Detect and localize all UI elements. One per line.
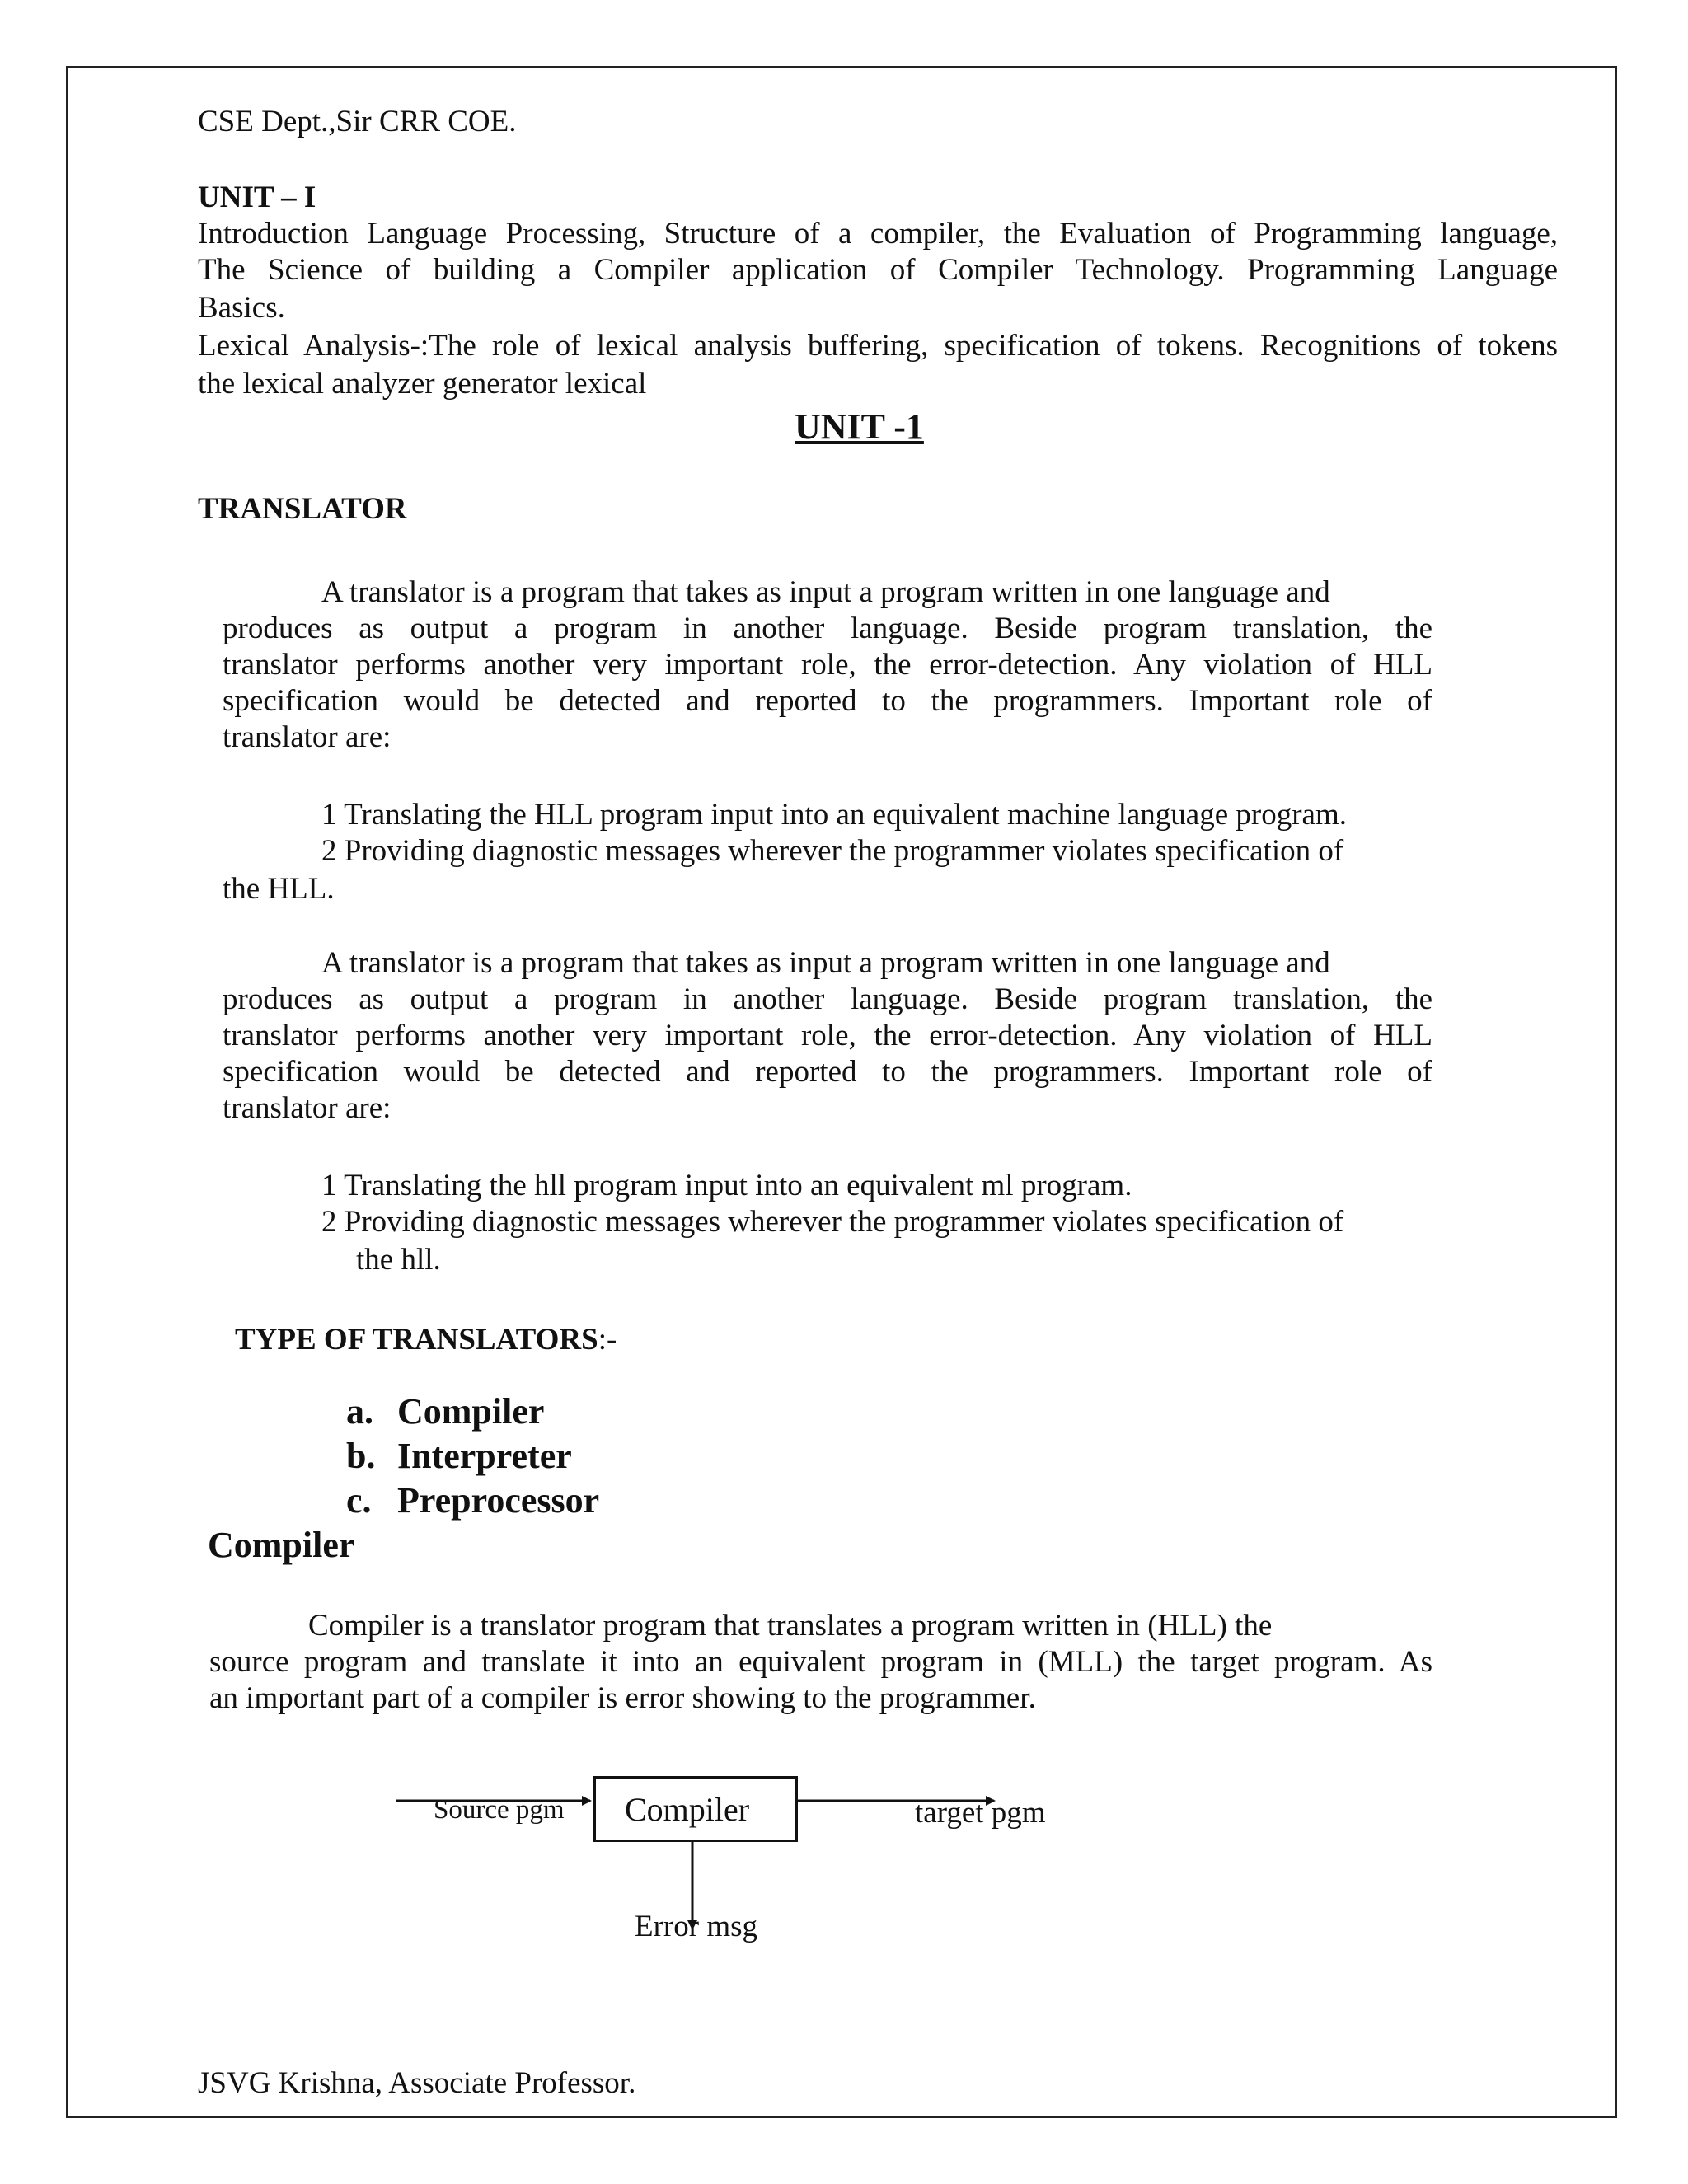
compiler-heading: Compiler [208,1525,355,1565]
list-item: the HLL. [223,872,335,906]
compiler-box-label: Compiler [625,1791,750,1828]
type-marker: a. [346,1391,373,1432]
paragraph-line: translator performs another very important role, the error-detection. Any violation of HLL [223,1019,1432,1052]
error-label: Error msg [635,1910,757,1943]
syllabus-line: Lexical Analysis-:The role of lexical analysis buffering, specification of tokens. Recognitions of tokens [198,329,1558,363]
list-item: the hll. [356,1243,441,1277]
unit-title: UNIT -1 [795,406,924,447]
paragraph-line: specification would be detected and reported to the programmers. Important role of [223,684,1432,718]
types-heading-text: TYPE OF TRANSLATORS [235,1323,598,1357]
list-item: 1 Translating the HLL program input into an equivalent machine language program. [321,798,1347,832]
list-item: 2 Providing diagnostic messages wherever the programmer violates specification of [321,1205,1344,1239]
paragraph-line: source program and translate it into an equivalent program in (MLL) the target program. As [209,1645,1432,1679]
paragraph-line: A translator is a program that takes as input a program written in one language and [321,575,1330,609]
target-label: target pgm [915,1796,1046,1830]
syllabus-line: The Science of building a Compiler application of Compiler Technology. Programming Language [198,253,1558,287]
paragraph-line: produces as output a program in another language. Beside program translation, the [223,612,1432,645]
list-item: 2 Providing diagnostic messages wherever the programmer violates specification of [321,834,1344,868]
footer-author: JSVG Krishna, Associate Professor. [198,2066,636,2100]
type-label: Preprocessor [397,1480,600,1521]
paragraph-line: produces as output a program in another language. Beside program translation, the [223,982,1432,1016]
header-dept: CSE Dept.,Sir CRR COE. [198,105,517,138]
paragraph-line: specification would be detected and reported to the programmers. Important role of [223,1055,1432,1089]
types-heading-suffix: :- [598,1323,617,1357]
type-marker: c. [346,1480,372,1521]
type-label: Compiler [397,1391,545,1432]
paragraph-line: translator are: [223,720,392,754]
source-label: Source pgm [434,1795,565,1825]
translator-heading: TRANSLATOR [198,492,407,526]
syllabus-line: the lexical analyzer generator lexical [198,367,647,401]
paragraph-line: an important part of a compiler is error showing to the programmer. [209,1681,1036,1715]
syllabus-line: Basics. [198,291,285,325]
paragraph-line: translator performs another very important role, the error-detection. Any violation of HLL [223,648,1432,682]
type-label: Interpreter [397,1436,572,1476]
syllabus-line: Introduction Language Processing, Structure of a compiler, the Evaluation of Programming language, [198,217,1558,251]
paragraph-line: translator are: [223,1091,392,1125]
type-marker: b. [346,1436,376,1476]
list-item: 1 Translating the hll program input into an equivalent ml program. [321,1169,1132,1202]
syllabus-unit-label: UNIT – I [198,180,316,214]
paragraph-line: A translator is a program that takes as input a program written in one language and [321,946,1330,980]
paragraph-line: Compiler is a translator program that translates a program written in (HLL) the [308,1609,1273,1643]
